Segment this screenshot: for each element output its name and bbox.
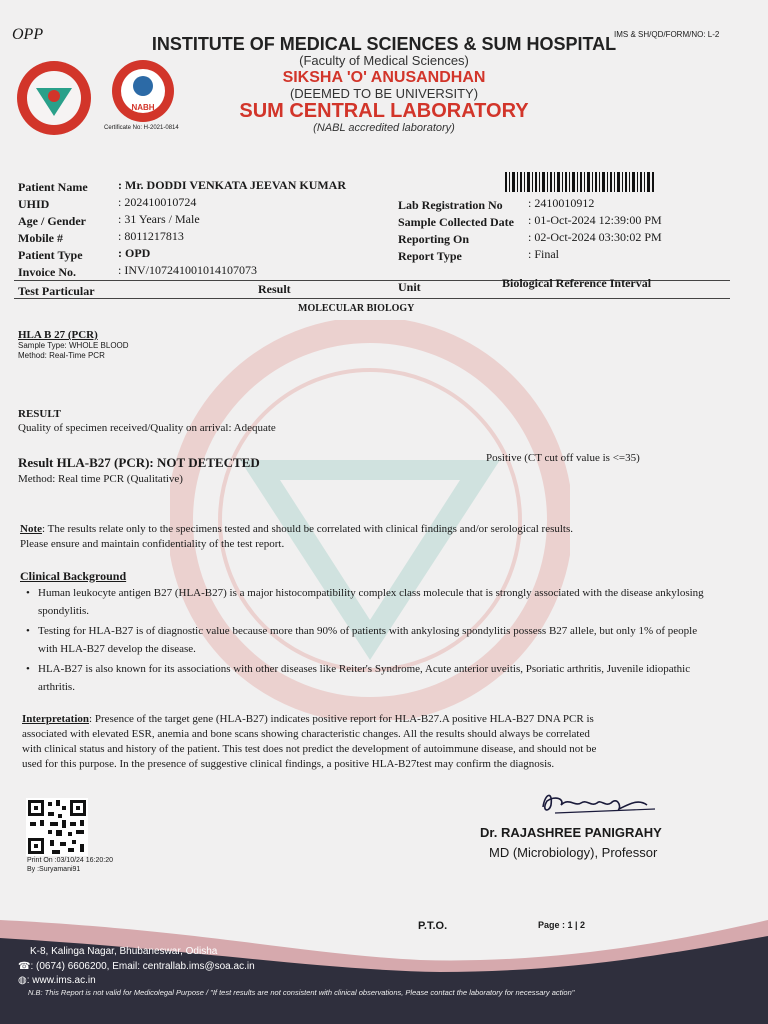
interpretation-paragraph: [22, 712, 742, 772]
reporting-on-label: Reporting On: [398, 232, 470, 246]
interpretation-line-3: with clinical status and history of the patient. This test does not predict the development of autoimmune disease, and should not be: [22, 743, 597, 755]
patient-type-label: Patient Type: [18, 248, 83, 262]
footer-phone: : (0674) 6606200, Email: centrallab.ims@soa.ac.in: [30, 961, 255, 972]
interpretation-line-2: associated with elevated ESR, anemia and bone scans showing characteristic changes. All the results should always be correlated: [22, 728, 590, 740]
note-text-2: Please ensure and maintain confidentiality of the test report.: [20, 538, 285, 550]
patient-type-value: : OPD: [118, 246, 151, 260]
university-name: SIKSHA 'O' ANUSANDHAN: [282, 69, 486, 86]
patient-name-label: Patient Name: [18, 180, 88, 194]
printed-by: By :Suryamani91: [27, 866, 81, 873]
page-number: Page : 1 | 2: [538, 920, 586, 930]
corner-handwritten-mark: OPP: [12, 26, 44, 43]
nabh-label: NABH: [131, 103, 155, 112]
interpretation-line-1: : Presence of the target gene (HLA-B27) indicates positive report for HLA-B27.A positive HLA-B27 DNA PCR is: [89, 713, 594, 725]
col-reference: Biological Reference Interval: [502, 276, 652, 290]
report-type-label: Report Type: [398, 249, 462, 263]
test-method: Method: Real-Time PCR: [18, 351, 105, 360]
print-date: Print On :03/10/24 16:20:20: [27, 857, 114, 864]
accreditation-text: (NABL accredited laboratory): [313, 122, 455, 134]
col-unit: Unit: [398, 280, 421, 294]
lab-name: SUM CENTRAL LABORATORY: [239, 100, 529, 122]
footer-address: K-8, Kalinga Nagar, Bhubaneswar, Odisha: [30, 946, 218, 957]
reporting-on-value: : 02-Oct-2024 03:30:02 PM: [528, 230, 662, 244]
clinical-bullet-2: • Testing for HLA-B27 is of diagnostic value because more than 90% of patients with ankylosing spondylitis possess B27 allele, but only 1% of people with HLA-B27 develop the disease.: [38, 622, 718, 658]
patient-name: : Mr. DODDI VENKATA JEEVAN KUMAR: [118, 178, 347, 192]
column-header-bottom-rule: [14, 298, 730, 299]
invoice-value: : INV/107241001014107073: [118, 263, 257, 277]
age-gender-label: Age / Gender: [18, 214, 86, 228]
globe-icon: ◍: [18, 975, 27, 986]
faculty-subtitle: (Faculty of Medical Sciences): [299, 53, 469, 68]
footer-web: : www.ims.ac.in: [26, 975, 96, 986]
signatory-name: Dr. RAJASHREE PANIGRAHY: [480, 825, 662, 840]
test-name: HLA B 27 (PCR): [18, 329, 98, 341]
note-paragraph: [20, 522, 730, 552]
mobile-value: : 8011217813: [118, 229, 184, 243]
certificate-number: Certificate No: H-2021-0814: [104, 125, 179, 131]
barcode-icon: [505, 172, 655, 192]
age-gender-value: : 31 Years / Male: [118, 212, 200, 226]
mobile-label: Mobile #: [18, 231, 63, 245]
sample-collected-value: : 01-Oct-2024 12:39:00 PM: [528, 213, 662, 227]
qr-code-icon: [26, 798, 88, 856]
col-test-particular: Test Particular: [18, 284, 95, 298]
institute-title: INSTITUTE OF MEDICAL SCIENCES & SUM HOSPITAL: [151, 34, 617, 54]
footer-band: [0, 920, 768, 1024]
specimen-quality: Quality of specimen received/Quality on arrival: Adequate: [18, 422, 276, 434]
signature-image: [535, 785, 665, 821]
reference-interval: Positive (CT cut off value is <=35): [486, 452, 640, 464]
col-result: Result: [258, 282, 291, 296]
footer-disclaimer: N.B: This Report is not valid for Medicolegal Purpose / "If test results are not consistent with clinical observations, Please contact the laboratory for necessary action": [28, 988, 575, 997]
result-method: Method: Real time PCR (Qualitative): [18, 473, 183, 485]
interpretation-label: Interpretation: [22, 713, 90, 725]
deemed-subtitle: (DEEMED TO BE UNIVERSITY): [289, 86, 479, 101]
pto-label: P.T.O.: [418, 920, 448, 932]
section-heading: MOLECULAR BIOLOGY: [298, 303, 415, 314]
clinical-bullet-1: • Human leukocyte antigen B27 (HLA-B27) is a major histocompatibility complex class molecule that is strongly associated with the disease ankylosing spondylitis.: [38, 584, 718, 620]
sample-collected-label: Sample Collected Date: [398, 215, 514, 229]
result-heading: RESULT: [18, 408, 62, 420]
form-number: IMS & SH/QD/FORM/NO: L-2: [614, 30, 720, 39]
note-text-1: : The results relate only to the specimens tested and should be correlated with clinical findings and/or serological results.: [42, 523, 574, 535]
sample-type: Sample Type: WHOLE BLOOD: [18, 341, 129, 350]
result-line: Result HLA-B27 (PCR): NOT DETECTED: [18, 455, 260, 470]
lab-registration-value: : 2410010912: [528, 196, 595, 210]
signatory-title: MD (Microbiology), Professor: [489, 845, 658, 860]
clinical-background-heading: Clinical Background: [20, 569, 127, 583]
uhid-value: : 202410010724: [118, 195, 197, 209]
footer-phone-row: [18, 961, 255, 972]
interpretation-line-4: used for this purpose. In the presence of suggestive clinical findings, a positive HLA-B27test may confirm the diagnosis.: [22, 758, 555, 770]
uhid-label: UHID: [18, 197, 50, 211]
clinical-bullet-3: • HLA-B27 is also known for its associations with other diseases like Reiter's Syndrome, Acute anterior uveitis, Psoriatic arthritis, Juvenile idiopathic arthritis.: [38, 660, 718, 696]
invoice-label: Invoice No.: [18, 265, 76, 279]
note-label: Note: [20, 523, 42, 535]
lab-registration-label: Lab Registration No: [398, 198, 503, 212]
report-type-value: : Final: [528, 247, 560, 261]
phone-icon: ☎: [18, 961, 31, 972]
footer-web-row: [18, 975, 96, 986]
